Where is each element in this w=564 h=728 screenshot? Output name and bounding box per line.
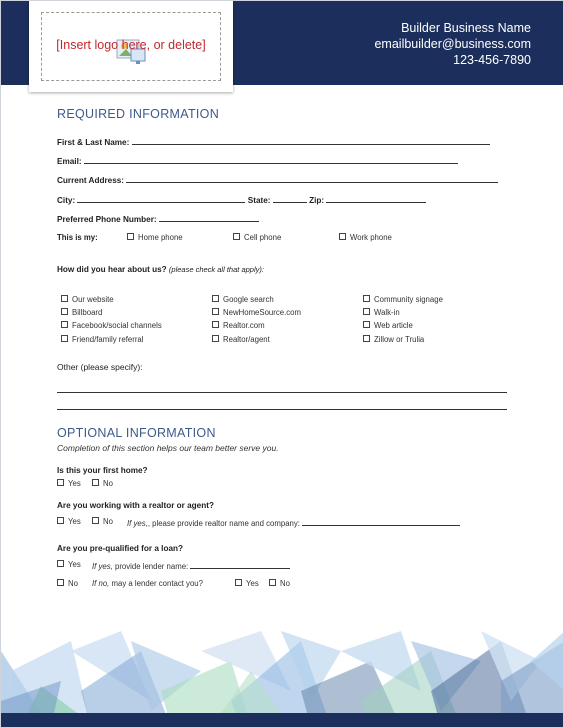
lender-name-field[interactable]: [190, 560, 290, 569]
realtor-yes-option[interactable]: Yes: [57, 517, 81, 526]
preferred-phone-label: Preferred Phone Number:: [57, 215, 157, 224]
footer-band: [1, 713, 564, 728]
other-specify-label: Other (please specify):: [57, 362, 143, 372]
hear-option[interactable]: Our website: [61, 295, 114, 304]
prequalified-yes-option[interactable]: Yes: [57, 560, 81, 569]
home-phone-option[interactable]: Home phone: [127, 233, 183, 242]
business-email: emailbuilder@business.com: [374, 37, 531, 51]
first-last-name-row: [57, 136, 490, 147]
prequalified-question: Are you pre-qualified for a loan?: [57, 544, 184, 553]
city-state-zip-row: [57, 194, 426, 205]
hear-option[interactable]: Walk-in: [363, 308, 400, 317]
business-phone: 123-456-7890: [453, 53, 531, 67]
realtor-name-prompt: If yes,, please provide realtor name and company:: [127, 517, 460, 528]
first-last-name-field[interactable]: [132, 136, 490, 145]
first-home-question: Is this your first home?: [57, 466, 148, 475]
first-last-name-label: First & Last Name:: [57, 138, 130, 147]
checkbox[interactable]: [127, 233, 134, 240]
zip-label: Zip:: [309, 196, 325, 205]
hear-option[interactable]: Realtor.com: [212, 321, 265, 330]
state-label: State:: [247, 196, 271, 205]
email-row: [57, 155, 458, 166]
hear-option[interactable]: Zillow or Trulia: [363, 335, 424, 344]
other-specify-line-2[interactable]: [57, 409, 507, 410]
required-section-title: REQUIRED INFORMATION: [57, 107, 220, 121]
first-home-yes-option[interactable]: Yes: [57, 479, 81, 488]
hear-option[interactable]: Google search: [212, 295, 274, 304]
preferred-phone-row: [57, 213, 259, 224]
hear-option[interactable]: Web article: [363, 321, 413, 330]
first-home-no-option[interactable]: No: [92, 479, 113, 488]
business-contact-block: [374, 20, 531, 68]
hear-option[interactable]: Billboard: [61, 308, 102, 317]
state-field[interactable]: [273, 194, 307, 203]
hear-about-us-question: How did you hear about us? (please check all that apply):: [57, 265, 264, 274]
city-field[interactable]: [77, 194, 245, 203]
logo-placeholder-frame: [41, 12, 221, 81]
this-is-my-label: This is my:: [57, 233, 98, 242]
city-label: City:: [57, 196, 76, 205]
lender-contact-yes-option[interactable]: Yes: [235, 579, 259, 588]
hear-option[interactable]: Realtor/agent: [212, 335, 270, 344]
address-field[interactable]: [126, 174, 498, 183]
lender-contact-prompt: If no, may a lender contact you?: [92, 579, 203, 588]
optional-section-title: OPTIONAL INFORMATION: [57, 426, 216, 440]
checkbox[interactable]: [339, 233, 346, 240]
preferred-phone-field[interactable]: [159, 213, 259, 222]
hear-option[interactable]: NewHomeSource.com: [212, 308, 301, 317]
logo-placeholder-text: [Insert logo here, or delete]: [56, 38, 206, 52]
realtor-question: Are you working with a realtor or agent?: [57, 501, 214, 510]
realtor-name-field[interactable]: [302, 517, 460, 526]
hear-option[interactable]: Facebook/social channels: [61, 321, 162, 330]
lender-contact-no-option[interactable]: No: [269, 579, 290, 588]
checkbox[interactable]: [233, 233, 240, 240]
lender-name-prompt: If yes, provide lender name:: [92, 560, 290, 571]
work-phone-option[interactable]: Work phone: [339, 233, 392, 242]
zip-field[interactable]: [326, 194, 426, 203]
prequalified-no-option[interactable]: No: [57, 579, 78, 588]
hear-option[interactable]: Community signage: [363, 295, 443, 304]
business-name: Builder Business Name: [401, 21, 531, 35]
realtor-no-option[interactable]: No: [92, 517, 113, 526]
optional-section-subtitle: Completion of this section helps our team better serve you.: [57, 443, 279, 453]
email-label: Email:: [57, 157, 82, 166]
hear-option[interactable]: Friend/family referral: [61, 335, 144, 344]
address-row: [57, 174, 498, 185]
other-specify-line-1[interactable]: [57, 392, 507, 393]
email-field[interactable]: [84, 155, 458, 164]
logo-box[interactable]: [29, 1, 233, 92]
address-label: Current Address:: [57, 176, 125, 185]
cell-phone-option[interactable]: Cell phone: [233, 233, 281, 242]
